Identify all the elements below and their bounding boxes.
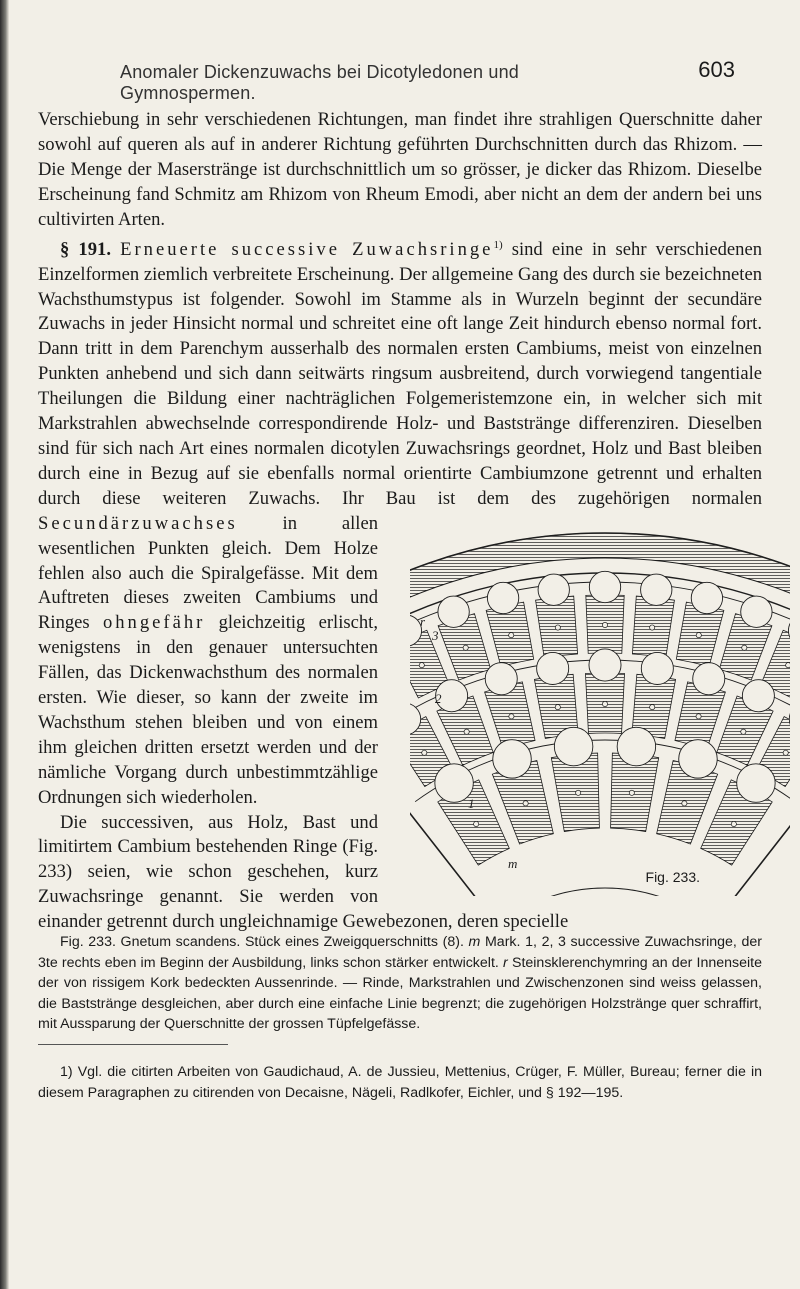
fig-ring-2-vessel	[464, 729, 469, 734]
fig-letter-1: 1	[468, 795, 475, 811]
fig-ring-2-bast-arch	[693, 662, 725, 694]
spaced-term-secundaerzuwachs: Secundärzuwachses	[38, 512, 238, 534]
fig-ring-3-bast-arch	[538, 574, 569, 605]
fig-ring-3-bast-arch	[641, 574, 672, 605]
fig-ring-2-vessel	[696, 714, 701, 719]
footnote-rule	[38, 1044, 228, 1045]
fig-ring-1-bast-arch	[554, 727, 592, 765]
fig-ring-1-vessel	[576, 790, 581, 795]
main-text	[38, 108, 762, 935]
section-number: § 191.	[60, 238, 111, 260]
caption-text-3: Steinsklerenchymring an der Innenseite der von rissigem Kork bedeckten Aussenrinde. — Rinde, Markstrahlen und Zwischenzonen sind weiss gelassen, die Baststränge desgleichen, aber durch eine einfache Linie begrenzt; die zugehörigen Holzstränge quer schraffirt, mit Aussparung der Querschnitte der grossen Tüpfelgefässe.	[38, 954, 762, 1032]
fig-ring-1-bast-arch	[493, 739, 531, 777]
running-title: Anomaler Dickenzuwachs bei Dicotyledonen und Gymnospermen.	[120, 62, 520, 103]
paragraph-2-text-b: in allen wesentlichen Punkten gleich. Dem Holze fehlen also auch die Spiralgefässe. Mit dem Auftreten dieses zweiten Cambiums und Ringes	[38, 512, 378, 634]
fig-ring-2-bast-arch	[537, 652, 569, 684]
fig-ring-1-bast-arch	[679, 739, 717, 777]
fig-ring-3-bast-arch	[741, 596, 772, 627]
fig-ring-1-bast-arch	[617, 727, 655, 765]
fig-ring-2-vessel	[741, 729, 746, 734]
footnote-marker: 1)	[493, 238, 503, 251]
fig-ring-3-vessel	[555, 625, 560, 630]
fig-ring-1-vessel	[731, 821, 736, 826]
figure-233-drawing	[410, 518, 790, 896]
caption-text-2: Mark. 1, 2, 3 successive Zuwachsringe, der 3te rechts eben im Beginn der Ausbildung, links schon stärker entwickelt.	[38, 934, 762, 971]
fig-ring-2-vessel	[509, 714, 514, 719]
fig-ring-1-vessel	[474, 821, 479, 826]
fig-ring-2-bast-arch	[742, 679, 774, 711]
fig-ring-3-vessel	[602, 622, 607, 627]
fig-ring-2-vessel	[602, 701, 607, 706]
footnote-text: 1) Vgl. die citirten Arbeiten von Gaudichaud, A. de Jussieu, Mettenius, Crüger, F. Müller, Bureau; ferner die in diesem Paragraphen zu citirenden von Decaisne, Nägeli, Radlkofer, Eichler, und § 192—195.	[38, 1064, 762, 1101]
footnote	[38, 1062, 762, 1103]
fig-ring-1-vessel	[523, 800, 528, 805]
section-title: Erneuerte successive Zuwachsringe	[120, 238, 494, 260]
paragraph-3: Die successiven, aus Holz, Bast und limitirtem Cambium bestehenden Ringe (Fig. 233) seien, wie schon geschehen, kurz Zuwachsringe genannt. Sie werden von einander getrennt durch ungleichnamige Gewebezonen, deren specielle	[38, 811, 569, 933]
caption-r: r	[503, 954, 508, 971]
book-spine-shadow	[0, 0, 9, 1289]
figure-caption	[38, 932, 762, 1035]
fig-ring-2-vessel	[555, 704, 560, 709]
paragraph-1: Verschiebung in sehr verschiedenen Richtungen, man findet ihre strahligen Querschnitte daher sowohl auf queren als auf in anderer Richtung geführten Durchschnitten durch das Rhizom. — Die Menge der Maserstränge ist durchschnittlich um so grösser, je dicker das Rhizom. Dieselbe Erscheinung fand Schmitz am Rhizom von Rheum Emodi, aber nicht an dem der andern bei uns cultivirten Arten.	[38, 109, 762, 230]
caption-species: Gnetum scandens.	[120, 934, 241, 950]
fig-ring-2-bast-arch	[485, 662, 517, 694]
fig-letter-r: r	[420, 613, 426, 629]
fig-ring-3-bast-arch	[691, 582, 722, 613]
paragraph-2-text-a: sind eine in sehr verschiedenen Einzelformen ziemlich verbreitete Erscheinung. Der allgemeine Gang des durch sie bezeichneten Wachsthumstypus ist folgender. Sowohl im Stamme als in Wurzeln beginnt der secundäre Zuwachs in jeder Hinsicht normal und schreitet eine oft lange Zeit hindurch ebenso normal fort. Dann tritt in dem Parenchym ausserhalb des normalen ersten Cambiums, meist von einzelnen Punkten anhebend und sich dann seitwärts ringsum ausbreitend, durch vorwiegend tangentiale Theilungen die Bildung einer nachträglichen Folgemeristemzone ein, in welcher sich mit Markstrahlen abwechselnde correspondirende Holz- und Baststränge differenziren. Dieselben sind für sich nach Art eines normalen dicotylen Zuwachsrings geordnet, Holz und Bast bleiben durch eine in Bezug auf sie ebenfalls normal orientirte Cambiumzone getrennt und erhalten durch diese weiteren Zuwachs. Ihr Bau ist dem des zugehörigen normalen	[38, 238, 762, 509]
fig-ring-3-bast-arch	[438, 596, 469, 627]
fig-ring-3-vessel	[696, 632, 701, 637]
figure-label: Fig. 233.	[645, 868, 700, 885]
fig-ring-2-bast-arch	[641, 652, 673, 684]
fig-ring-2-vessel	[783, 750, 788, 755]
fig-ring-3-vessel	[419, 662, 424, 667]
fig-ring-2-vessel	[422, 750, 427, 755]
fig-ring-3-vessel	[509, 632, 514, 637]
fig-ring-3-vessel	[463, 645, 468, 650]
fig-letter-m: m	[508, 855, 518, 871]
fig-letter-3: 3	[432, 627, 439, 643]
fig-ring-3-vessel	[742, 645, 747, 650]
caption-m: m	[468, 934, 481, 950]
spaced-term-ohngefaehr: ohngefähr	[102, 612, 206, 634]
fig-ring-2-vessel	[650, 704, 655, 709]
fig-ring-1-vessel	[629, 790, 634, 795]
fig-ring-3-bast-arch	[589, 571, 620, 602]
fig-ring-1-bast-arch	[737, 764, 775, 802]
caption-text-1: Stück eines Zweigquerschnitts (8).	[240, 934, 469, 950]
figure-233	[388, 518, 768, 896]
fig-letter-2: 2	[435, 690, 442, 706]
fig-ring-3-vessel	[650, 625, 655, 630]
caption-fig-ref: Fig. 233.	[60, 934, 116, 950]
fig-ring-3-vessel	[786, 662, 790, 667]
fig-ring-1-vessel	[682, 800, 687, 805]
paragraph-2-text-c: gleichzeitig erlischt, wenigstens in den genauer untersuchten Fällen, das Dickenwachsthum des normalen ersten. Wie dieser, so kann der zweite im Wachsthum stehen bleiben und von einem ihm gleichen dritten ersetzt werden und der nämliche Vorgang durch unbestimmtzählige Ordnungen sich wiederholen.	[38, 612, 378, 808]
fig-ring-3-bast-arch	[487, 582, 518, 613]
fig-ring-2-bast-arch	[589, 649, 621, 681]
page-number: 603	[698, 57, 735, 82]
